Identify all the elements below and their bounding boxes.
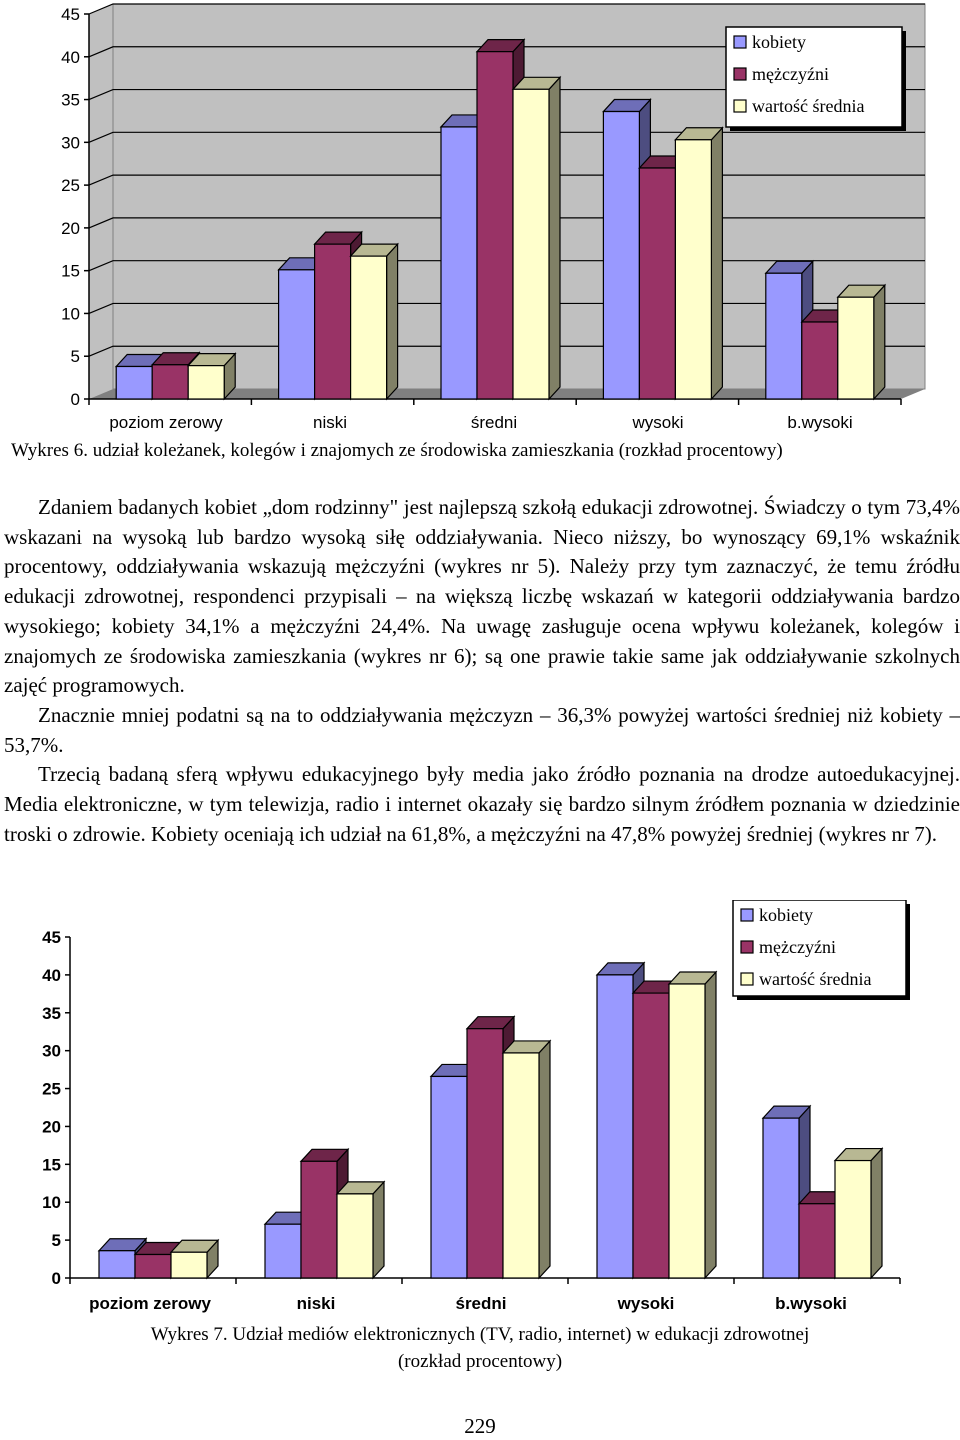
y-tick-label: 10 xyxy=(61,304,80,324)
y-tick-label: 45 xyxy=(42,928,61,947)
y-tick-label: 10 xyxy=(42,1193,61,1213)
y-tick-label: 40 xyxy=(42,965,61,985)
x-category-label: wysoki xyxy=(632,413,684,432)
bar xyxy=(669,972,716,1278)
legend-label: wartość średnia xyxy=(759,969,872,989)
bar xyxy=(188,354,235,399)
chart-wykres-6 xyxy=(0,0,960,440)
y-tick-label: 35 xyxy=(61,90,80,110)
y-tick-label: 0 xyxy=(51,1269,61,1288)
legend-label: mężczyźni xyxy=(752,64,829,84)
x-category-label: niski xyxy=(296,1294,336,1313)
x-category-label: poziom zerowy xyxy=(89,1294,211,1313)
caption-line-2: (rozkład procentowy) xyxy=(397,1351,563,1372)
chart-caption-wykres-7 xyxy=(0,1321,960,1375)
legend-swatch xyxy=(741,973,753,985)
bar xyxy=(838,285,885,399)
legend-label: wartość średnia xyxy=(752,96,865,116)
legend xyxy=(733,900,910,1000)
bar xyxy=(513,77,560,399)
bar xyxy=(171,1240,218,1278)
bar xyxy=(675,128,722,399)
x-category-label: niski xyxy=(312,413,348,432)
y-tick-label: 35 xyxy=(42,1003,61,1023)
bar xyxy=(503,1041,550,1278)
y-tick-label: 20 xyxy=(42,1117,61,1137)
body-text xyxy=(4,493,960,849)
x-category-label: b.wysoki xyxy=(775,1294,847,1313)
x-category-label: średni xyxy=(455,1294,507,1313)
y-tick-label: 5 xyxy=(51,1231,61,1251)
legend-label: kobiety xyxy=(759,905,813,925)
legend-swatch xyxy=(734,36,746,48)
x-category-label: wysoki xyxy=(617,1294,675,1313)
y-tick-label: 15 xyxy=(61,261,80,281)
paragraph-1: Zdaniem badanych kobiet „dom rodzinny" jest najlepszą szkołą edukacji zdrowotnej. Świadczy o tym 73,4% wskazani na wysoką lub bardzo wysoką siłę oddziaływania. Nieco niższy, bo wynoszący 69,1% wskaźnik procentowy, oddziaływania wskazują mężczyźni (wykres nr 5). Należy przy tym zaznaczyć, że temu źródłu edukacji zdrowotnej, respondenci przypisali – na większą liczbę wskazań w kategorii oddziaływania bardzo wysokiego; kobiety 34,1% a mężczyźni 24,4%. Na uwagę zasługuje ocena wpływu koleżanek, kolegów i znajomych ze środowiska zamieszkania (wykres nr 6); są one prawie takie same jak oddziaływanie szkolnych zajęć programowych. xyxy=(4,495,960,698)
chart-wykres-7 xyxy=(0,900,960,1320)
y-tick-label: 30 xyxy=(61,133,80,153)
y-tick-label: 20 xyxy=(61,218,80,238)
legend-swatch xyxy=(741,909,753,921)
page-number: 229 xyxy=(464,1414,496,1438)
y-tick-label: 25 xyxy=(42,1079,61,1099)
caption-line-1: Wykres 7. Udział mediów elektronicznych (TV, radio, internet) w edukacji zdrowotnej xyxy=(150,1324,810,1345)
legend-swatch xyxy=(741,941,753,953)
legend xyxy=(726,27,906,131)
x-category-label: b.wysoki xyxy=(787,413,853,432)
y-tick-label: 40 xyxy=(61,47,80,67)
y-tick-label: 0 xyxy=(70,390,80,409)
bar xyxy=(351,244,398,399)
y-tick-label: 30 xyxy=(42,1041,61,1061)
legend-swatch xyxy=(734,68,746,80)
paragraph-2: Znacznie mniej podatni są na to oddziaływania mężczyzn – 36,3% powyżej wartości średniej niż kobiety – 53,7%. xyxy=(4,702,960,757)
y-tick-label: 15 xyxy=(42,1155,61,1175)
x-category-label: średni xyxy=(470,413,518,432)
paragraph-3: Trzecią badaną sferą wpływu edukacyjnego były media jako źródło poznania na drodze autoedukacyjnej. Media elektroniczne, w tym telewizja, radio i internet okazały się bardzo silnym źródłem poznania w dziedzinie troski o zdrowie. Kobiety oceniają ich udział na 61,8%, a mężczyźni na 47,8% powyżej średniej (wykres nr 7). xyxy=(4,762,960,846)
y-tick-label: 5 xyxy=(70,347,80,367)
bar xyxy=(337,1182,384,1278)
legend-swatch xyxy=(734,100,746,112)
y-tick-label: 25 xyxy=(61,176,80,196)
chart-caption-wykres-6: Wykres 6. udział koleżanek, kolegów i znajomych ze środowiska zamieszkania (rozkład procentowy) xyxy=(11,440,783,461)
x-category-label: poziom zerowy xyxy=(109,413,223,432)
bar xyxy=(835,1149,882,1278)
y-tick-label: 45 xyxy=(61,5,80,24)
legend-label: kobiety xyxy=(752,32,806,52)
legend-label: mężczyźni xyxy=(759,937,836,957)
